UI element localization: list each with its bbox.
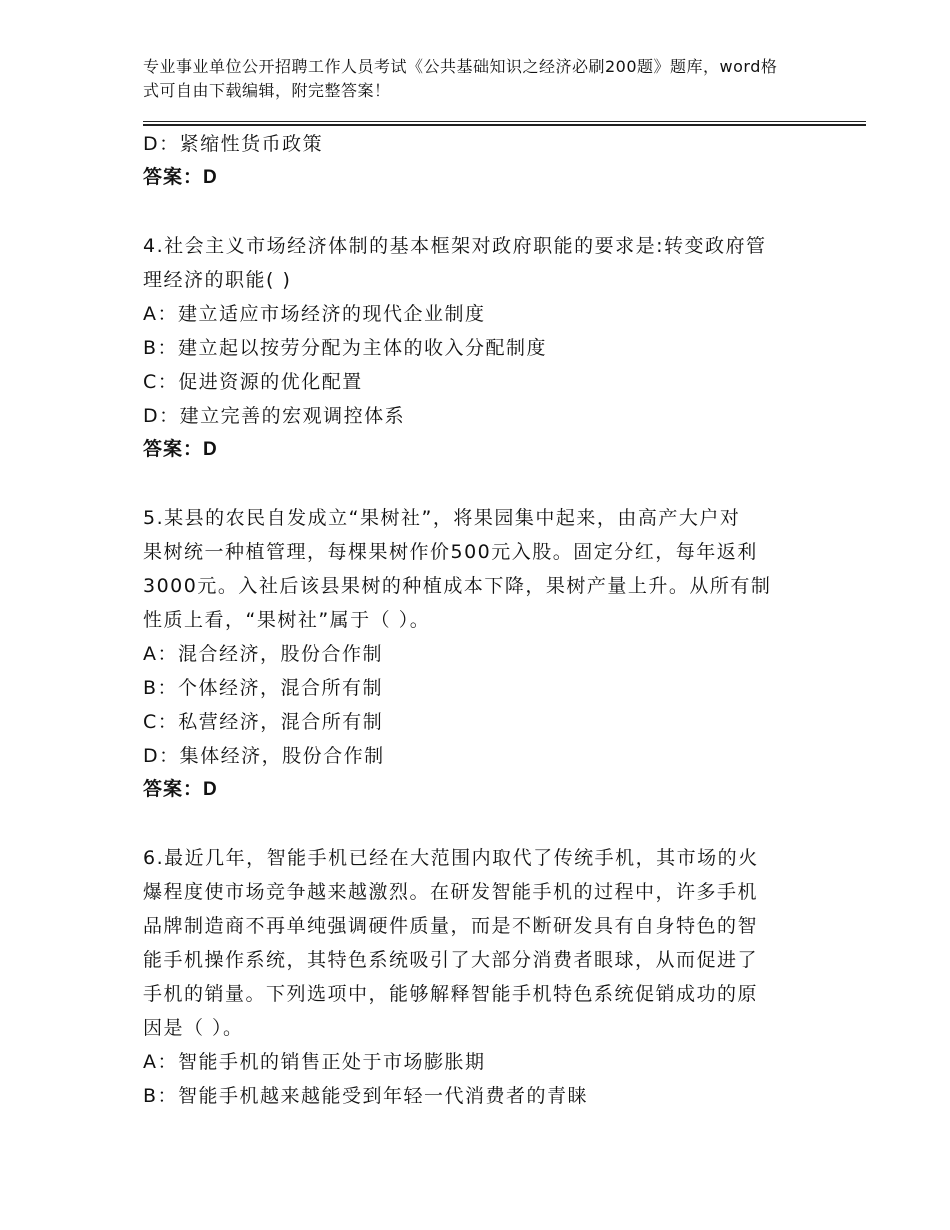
q6-stem-line-5: 手机的销量。下列选项中，能够解释智能手机特色系统促销成功的原: [143, 983, 759, 1005]
q5-stem-line-1: 5.某县的农民自发成立“果树社”，将果园集中起来，由高产大户对: [143, 507, 741, 529]
question-content: [143, 127, 813, 1113]
q5-option-b: B：个体经济，混合所有制: [143, 677, 384, 699]
q5-stem-line-3: 3000元。入社后该县果树的种植成本下降，果树产量上升。从所有制: [143, 575, 772, 597]
q5-option-d: D：集体经济，股份合作制: [143, 745, 385, 767]
q4-option-d: D：建立完善的宏观调控体系: [143, 405, 406, 427]
spacer: [143, 807, 813, 841]
q5-stem-line-4: 性质上看，“果树社”属于（ ）。: [143, 609, 431, 631]
q5-answer: 答案：D: [143, 779, 218, 800]
document-header: [143, 55, 783, 103]
q4-answer: 答案：D: [143, 439, 218, 460]
q6-option-a: A：智能手机的销售正处于市场膨胀期: [143, 1051, 486, 1073]
q4-option-b: B：建立起以按劳分配为主体的收入分配制度: [143, 337, 548, 359]
question-5: [143, 501, 813, 807]
spacer: [143, 195, 813, 229]
q6-stem-line-1: 6.最近几年，智能手机已经在大范围内取代了传统手机，其市场的火: [143, 847, 759, 869]
q6-stem-line-4: 能手机操作系统，其特色系统吸引了大部分消费者眼球，从而促进了: [143, 949, 759, 971]
q5-option-a: A：混合经济，股份合作制: [143, 643, 383, 665]
q4-option-a: A：建立适应市场经济的现代企业制度: [143, 303, 486, 325]
q4-stem-line-1: 4.社会主义市场经济体制的基本框架对政府职能的要求是:转变政府管: [143, 235, 767, 257]
header-rule-thin: [143, 121, 866, 122]
q6-stem-line-3: 品牌制造商不再单纯强调硬件质量，而是不断研发具有自身特色的智: [143, 915, 759, 937]
q5-option-c: C：私营经济，混合所有制: [143, 711, 384, 733]
header-title: 专业事业单位公开招聘工作人员考试《公共基础知识之经济必刷200题》题库，word格式可自由下载编辑，附完整答案！: [143, 57, 778, 100]
spacer: [143, 467, 813, 501]
question-4: [143, 229, 813, 467]
q6-stem-line-2: 爆程度使市场竞争越来越激烈。在研发智能手机的过程中，许多手机: [143, 881, 759, 903]
q5-stem-line-2: 果树统一种植管理，每棵果树作价500元入股。固定分红，每年返利: [143, 541, 758, 563]
q6-stem-line-6: 因是（ ）。: [143, 1017, 244, 1039]
q6-option-b: B：智能手机越来越能受到年轻一代消费者的青睐: [143, 1085, 589, 1107]
header-rule-thick: [143, 124, 866, 126]
q4-stem-line-2: 理经济的职能( ): [143, 269, 292, 291]
prev-answer: 答案：D: [143, 167, 218, 188]
question-6: [143, 841, 813, 1113]
q4-option-c: C：促进资源的优化配置: [143, 371, 363, 393]
prev-option-d: D：紧缩性货币政策: [143, 133, 324, 155]
